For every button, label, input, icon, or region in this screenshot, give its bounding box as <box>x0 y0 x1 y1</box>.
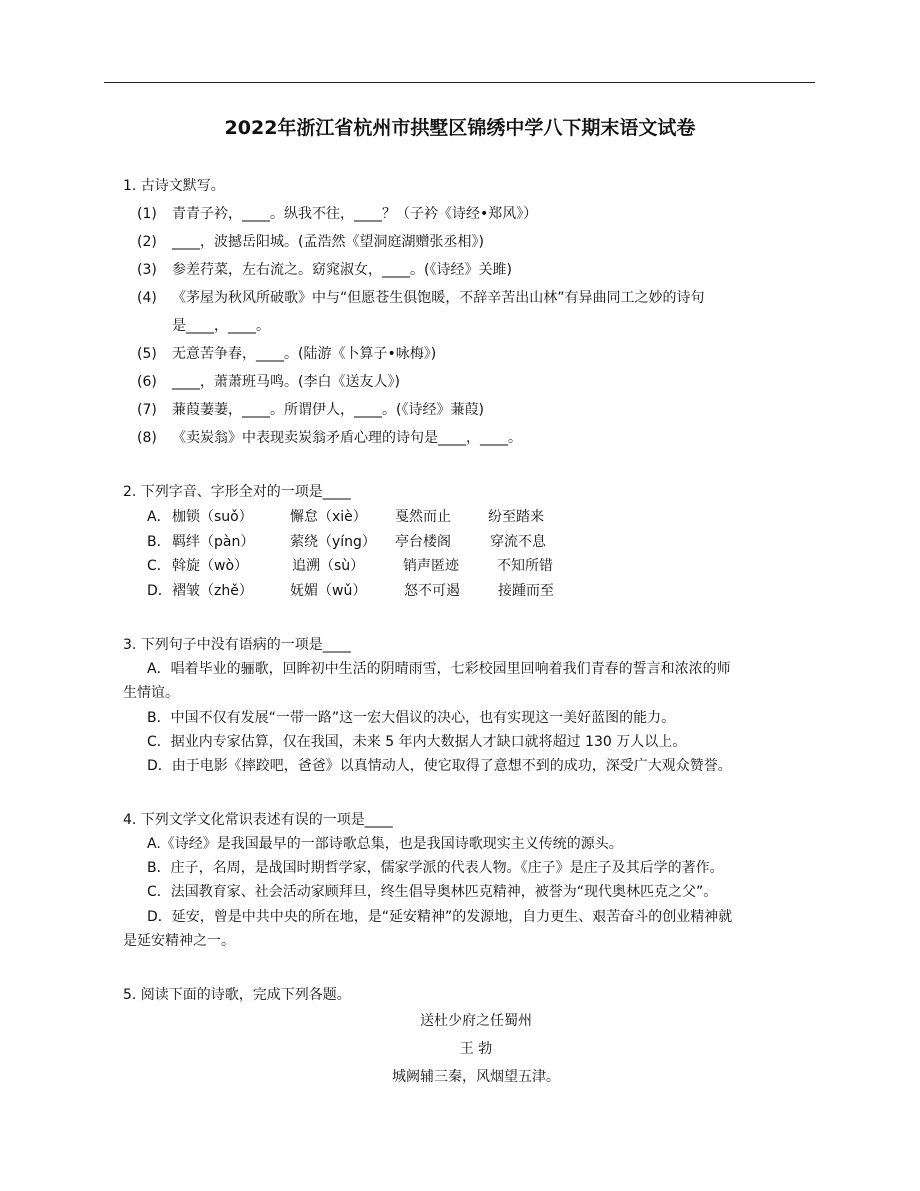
page-title: 2022年浙江省杭州市拱墅区锦绣中学八下期末语文试卷 <box>224 117 696 139</box>
q1-stem: 1. 古诗文默写。 <box>123 178 225 194</box>
q2-option-cell: 销声匿迹 <box>403 558 459 574</box>
q2-option-cell: 枷锁（suǒ） <box>172 509 253 525</box>
poem-author: 王 勃 <box>459 1041 493 1057</box>
q4-option-d-cont: 是延安精神之一。 <box>123 933 235 949</box>
poem-line: 城阙辅三秦，风烟望五津。 <box>392 1069 560 1085</box>
q1-item-number: (1) <box>137 206 157 222</box>
q2-option-cell: 亭台楼阁 <box>395 534 451 550</box>
poem-title: 送杜少府之任蜀州 <box>420 1013 532 1029</box>
header-rule <box>104 82 815 83</box>
q1-item-text: 青青子衿，____。纵我不往，____？（子衿《诗经•郑风》） <box>172 206 538 222</box>
q1-item-number: (2) <box>137 234 157 250</box>
q1-item-text: ____，波撼岳阳城。(孟浩然《望洞庭湖赠张丞相》) <box>172 234 484 250</box>
q2-option-label: B． <box>147 534 171 550</box>
q2-option-label: D． <box>147 583 172 599</box>
q3-option-a-cont: 生情谊。 <box>123 685 179 701</box>
q1-item-text: 《卖炭翁》中表现卖炭翁矛盾心理的诗句是____，____。 <box>172 430 522 446</box>
q2-option-cell: 斡旋（wò） <box>172 558 249 574</box>
q4-option-d: D．延安，曾是中共中央的所在地，是“延安精神”的发源地，自力更生、艰苦奋斗的创业精神就 <box>147 909 733 925</box>
q4-option-c: C．法国教育家、社会活动家顾拜旦，终生倡导奥林匹克精神，被誉为“现代奥林匹克之父”。 <box>147 884 718 900</box>
q2-option-cell: 纷至踏来 <box>488 509 544 525</box>
q2-option-label: C． <box>147 558 171 574</box>
q3-option-c: C．据业内专家估算，仅在我国，未来 5 年内大数据人才缺口就将超过 130 万人以上。 <box>147 734 687 750</box>
q1-item-number: (5) <box>137 346 157 362</box>
q3-option-b: B．中国不仅有发展“一带一路”这一宏大倡议的决心，也有实现这一美好蓝图的能力。 <box>147 710 676 726</box>
q1-item-number: (7) <box>137 402 157 418</box>
q1-item-text: 无意苦争春，____。(陆游《卜算子•咏梅》) <box>172 346 437 362</box>
q1-item-number: (3) <box>137 262 157 278</box>
q1-item-number: (8) <box>137 430 157 446</box>
q3-option-a: A．唱着毕业的骊歌，回眸初中生活的阴晴雨雪，七彩校园里回响着我们青春的誓言和浓浓的师 <box>147 661 731 677</box>
q2-option-cell: 怒不可遏 <box>404 583 460 599</box>
q2-option-cell: 追溯（sù） <box>292 558 365 574</box>
q2-option-cell: 接踵而至 <box>498 583 554 599</box>
q2-option-cell: 戛然而止 <box>395 509 451 525</box>
q4-option-a: A.《诗经》是我国最早的一部诗歌总集，也是我国诗歌现实主义传统的源头。 <box>147 836 623 852</box>
q1-item-text-cont: 是____，____。 <box>172 318 270 334</box>
q4-stem: 4. 下列文学文化常识表述有误的一项是____ <box>123 812 393 828</box>
q2-option-label: A． <box>147 509 171 525</box>
q5-stem: 5. 阅读下面的诗歌，完成下列各题。 <box>123 987 351 1003</box>
q1-item-text: 《茅屋为秋风所破歌》中与“但愿苍生俱饱暖，不辞辛苦出山林”有异曲同工之妙的诗句 <box>172 290 705 306</box>
q1-item-text: ____，萧萧班马鸣。(李白《送友人》) <box>172 374 400 390</box>
q3-option-d: D．由于电影《摔跤吧，爸爸》以真情动人，使它取得了意想不到的成功，深受广大观众赞誉。 <box>147 758 732 774</box>
q4-option-b: B．庄子，名周，是战国时期哲学家，儒家学派的代表人物。《庄子》是庄子及其后学的著作。 <box>147 860 724 876</box>
q2-option-cell: 褶皱（zhě） <box>172 583 253 599</box>
q2-option-cell: 萦绕（yíng） <box>290 534 376 550</box>
q2-option-cell: 妩媚（wǔ） <box>290 583 367 599</box>
q1-item-text: 蒹葭萋萋，____。所谓伊人，____。(《诗经》蒹葭) <box>172 402 484 418</box>
q2-option-cell: 羁绊（pàn） <box>172 534 255 550</box>
q1-item-text: 参差荇菜，左右流之。窈窕淑女，____。(《诗经》关雎) <box>172 262 512 278</box>
q1-item-number: (6) <box>137 374 157 390</box>
q2-option-cell: 不知所错 <box>497 558 553 574</box>
q2-option-cell: 懈怠（xiè） <box>290 509 367 525</box>
q1-item-number: (4) <box>137 290 157 306</box>
q2-option-cell: 穿流不息 <box>490 534 546 550</box>
q3-stem: 3. 下列句子中没有语病的一项是____ <box>123 637 351 653</box>
q2-stem: 2. 下列字音、字形全对的一项是____ <box>123 484 351 500</box>
